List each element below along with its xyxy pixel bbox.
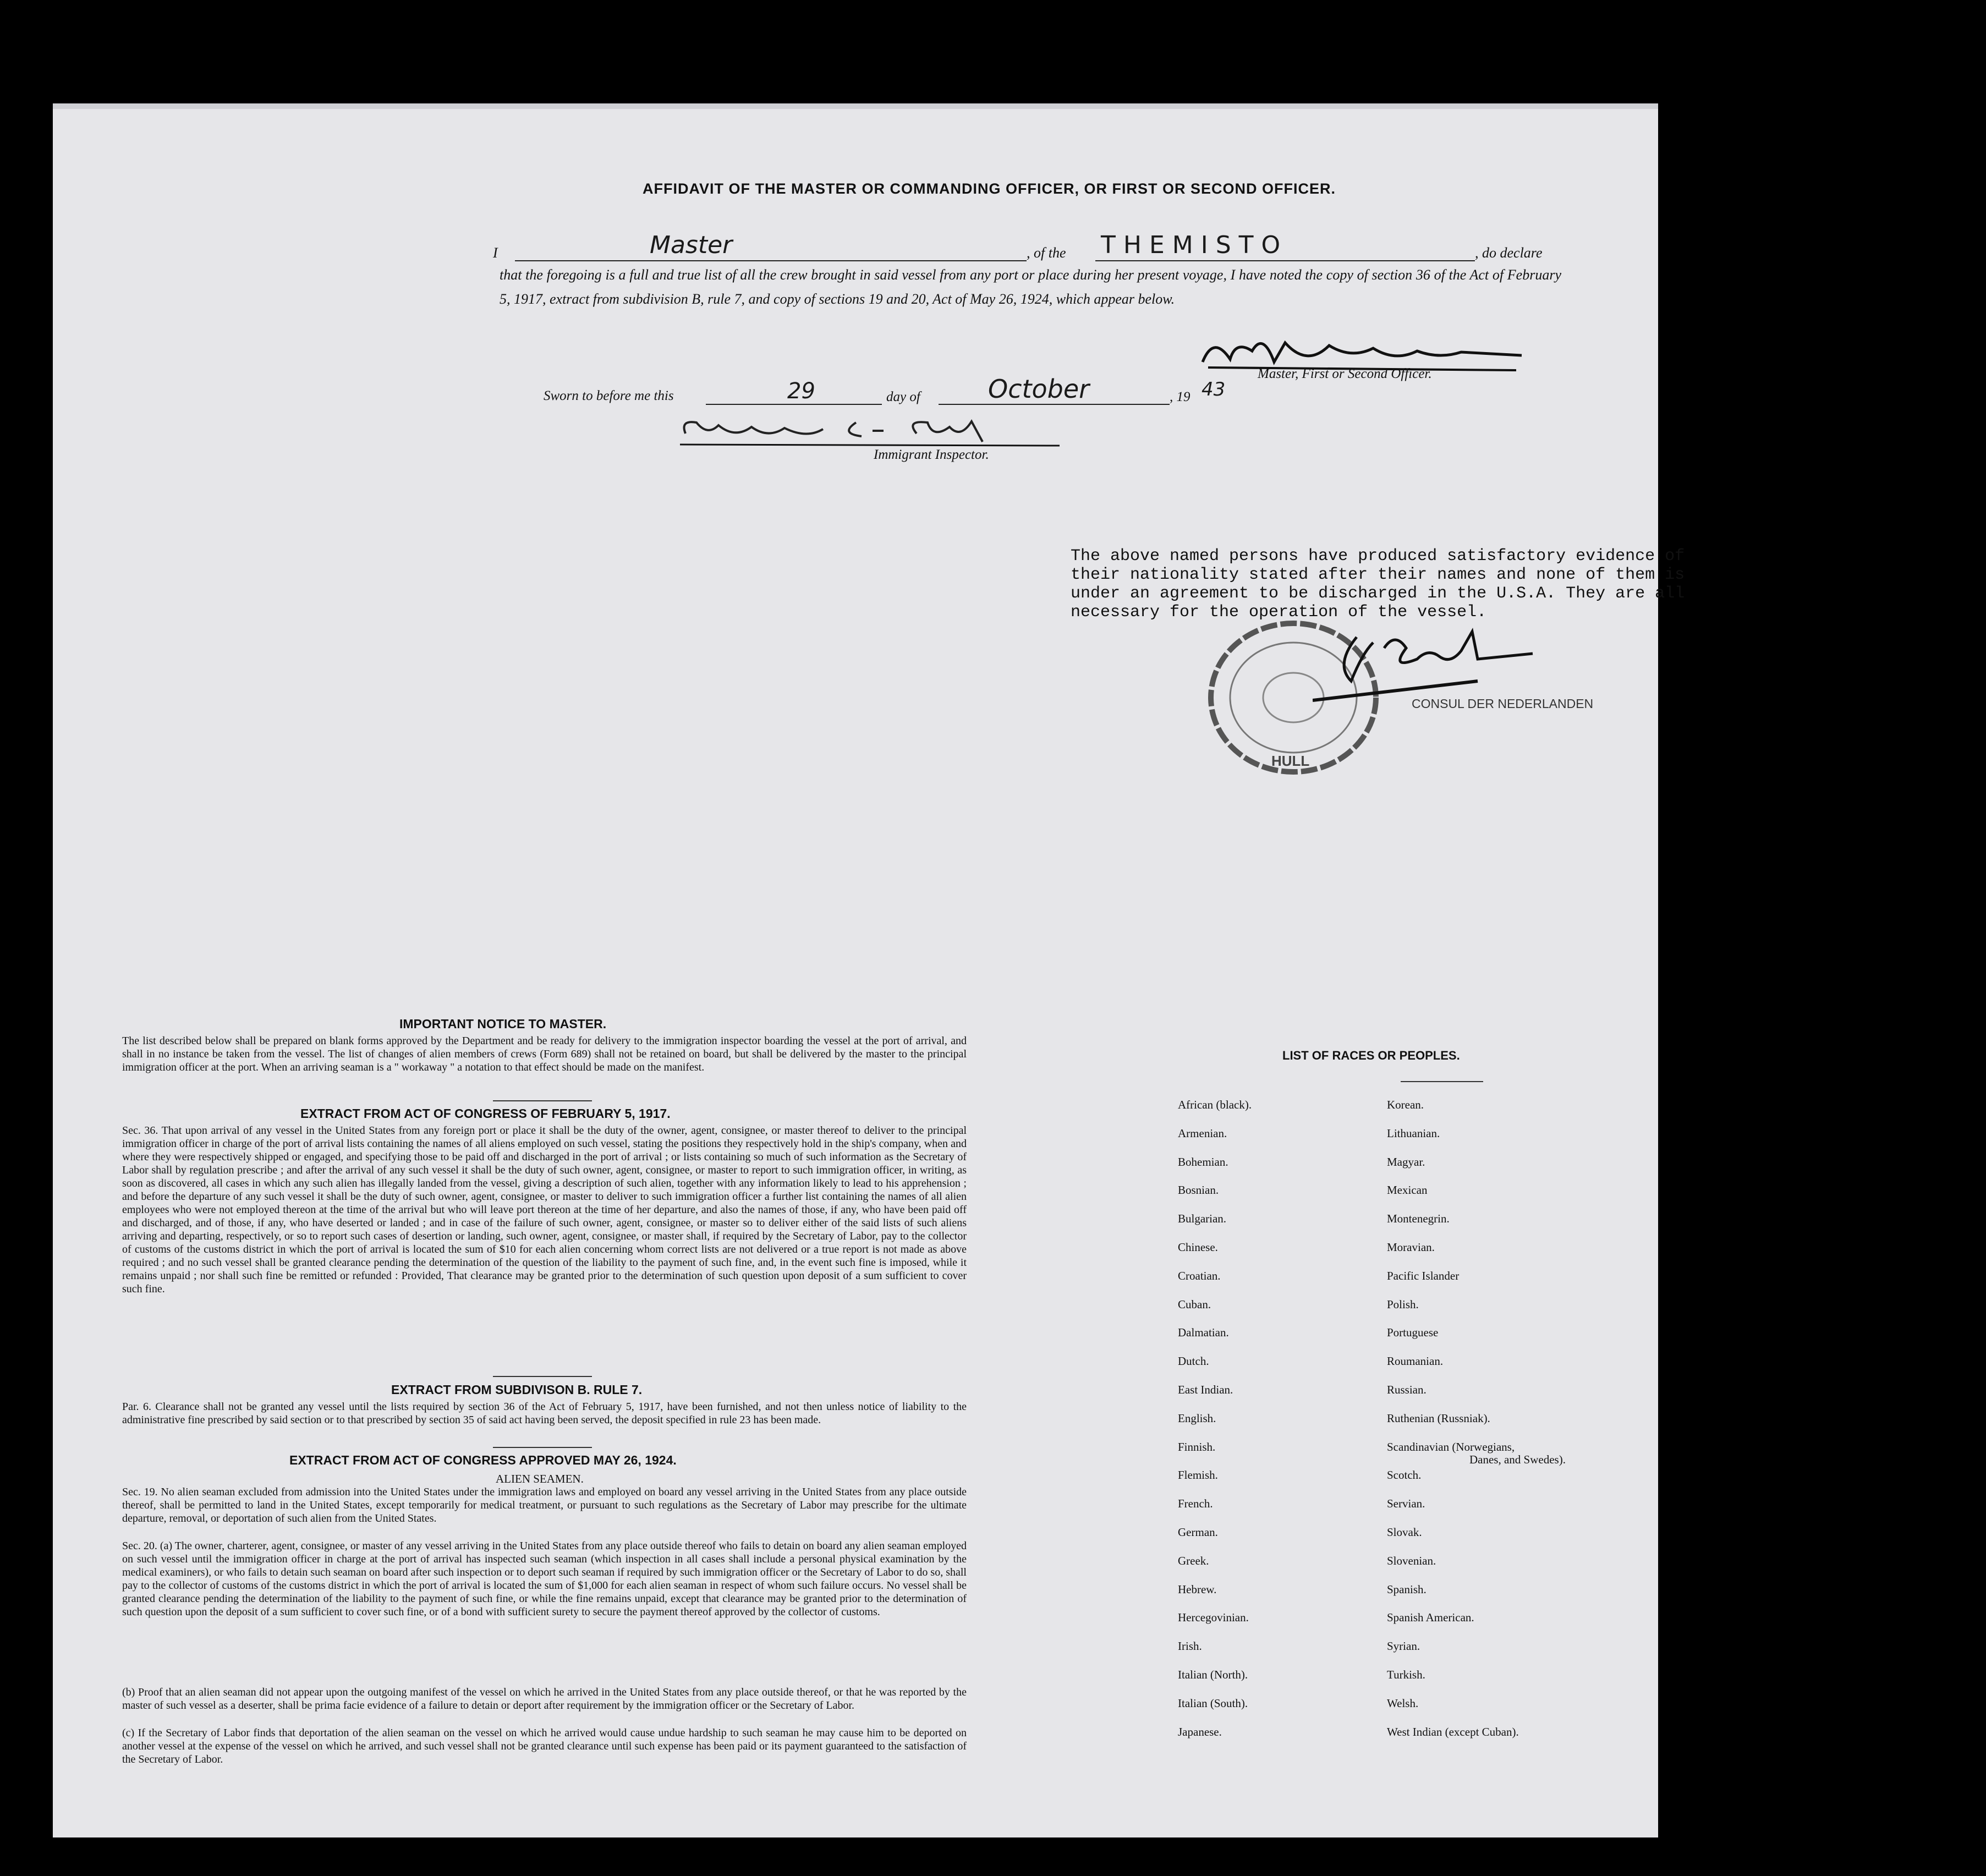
consul-signature (1313, 621, 1549, 709)
extract3-title: EXTRACT FROM ACT OF CONGRESS APPROVED MAY 26, 1924. (289, 1453, 677, 1467)
race-item: Russian. (1387, 1383, 1427, 1396)
extract1-divider (493, 1376, 592, 1377)
inspector-caption: Immigrant Inspector. (874, 447, 989, 462)
vessel-handwritten: THEMISTO (1101, 231, 1288, 259)
race-item: Korean. (1387, 1098, 1424, 1111)
extract1-body: Sec. 36. That upon arrival of any vessel in the United States from any foreign port or place it shall be the duty of the owner, agent, consignee, or master thereof to deliver to the principal immigration officer in charge of the port of arrival lists containing the names of all aliens employed on such vessel, stating the positions they respectively hold in the ship's company, when and where they were respectively shipped or engaged, and specifying those to be paid off and discharged in the port of arrival ; or lists containing so much of such information as the Secretary of Labor shall by regulation prescribe ; and after the arrival of any such vessel it shall be the duty of such owner, agent, consignee, or master to report to such immigration officer, in writing, as soon as discovered, all cases in which any such alien has illegally landed from the vessel, giving a description of such alien, together with any information likely to lead to his apprehension ; and before the departure of any such vessel it shall be the duty of such owner, agent, consignee, or master to deliver to such immigration officer a further list containing the names of all alien employees who were not employed thereon at the time of the arrival but who will leave port thereon at the time of her departure, and also the names of those, if any, who have been paid off and discharged, and of those, if any, who have deserted or landed ; and in case of the failure of such owner, agent, consignee, or master so to deliver either of the said lists of such aliens arriving and departing, respectively, or so to report such cases of desertion or landing, such owner, agent, consignee, or master shall, if required by the Secretary of Labor, pay to the collector of customs of the customs district in which the port of arrival is located the sum of $10 for each alien concerning whom correct lists are not delivered or a true report is not made as above required ; and no such vessel shall be granted clearance pending the determination of the question of the liability to the payment of such fine, and, in the event such fine is imposed, while it remains unpaid ; nor shall such fine be remitted or refunded : Provided, That clearance may be granted prior to the determination of such question upon deposit of a sum sufficient to cover such fine. (122, 1124, 967, 1295)
sec20c-body: (c) If the Secretary of Labor finds that deportation of the alien seaman on the vessel on which he arrived would cause undue hardship to such seaman he may cause him to be deported on another vessel at the expense of the vessel on which he arrived, and such vessel shall not be granted clearance until such expense has been paid or its payment guaranteed to the satisfaction of the Secretary of Labor. (122, 1727, 967, 1765)
race-item: Finnish. (1178, 1440, 1216, 1453)
race-item: Bosnian. (1178, 1183, 1219, 1197)
race-item: Roumanian. (1387, 1354, 1444, 1368)
role-line (515, 260, 1027, 261)
race-item: West Indian (except Cuban). (1387, 1725, 1519, 1738)
inspector-signature (674, 412, 1071, 456)
punch-hole (1866, 1656, 1890, 1680)
race-item: Lithuanian. (1387, 1126, 1440, 1140)
extract2-body: Par. 6. Clearance shall not be granted any vessel until the lists required by section 36 of the Act of February 5, 1917, have been furnished, and not then unless notice of liability to the administrative fine prescribed by said section or to that prescribed by section 35 of said act having been served, the deposit specified in rule 23 has been made. (122, 1401, 967, 1426)
race-item: Irish. (1178, 1639, 1202, 1653)
race-item: Armenian. (1178, 1126, 1227, 1140)
master-signature-caption: Master, First or Second Officer. (1258, 366, 1432, 381)
race-item: Dalmatian. (1178, 1326, 1229, 1340)
race-item: Polish. (1387, 1297, 1419, 1311)
consul-caption: CONSUL DER NEDERLANDEN (1412, 696, 1594, 711)
sworn-year: 43 (1202, 379, 1226, 401)
race-item: Flemish. (1178, 1468, 1218, 1482)
race-item: Hebrew. (1178, 1582, 1217, 1596)
race-item: Welsh. (1387, 1696, 1419, 1710)
races-divider (1401, 1081, 1483, 1082)
race-item: Chinese. (1178, 1241, 1218, 1254)
race-item: Italian (South). (1178, 1696, 1248, 1710)
sworn-day-of: day of (886, 390, 920, 404)
notice-title: IMPORTANT NOTICE TO MASTER. (399, 1017, 607, 1031)
extract3-subtitle: ALIEN SEAMEN. (496, 1472, 584, 1485)
race-item: Pacific Islander (1387, 1269, 1460, 1282)
race-item: Spanish. (1387, 1582, 1427, 1596)
race-item: African (black). (1178, 1098, 1252, 1111)
race-item: Japanese. (1178, 1725, 1222, 1738)
race-item: Montenegrin. (1387, 1212, 1450, 1226)
decl-of-the: , of the (1027, 245, 1066, 261)
race-item: French. (1178, 1497, 1213, 1511)
race-item: Servian. (1387, 1497, 1425, 1511)
notice-paragraph: The list described below shall be prepared on blank forms approved by the Department and be ready for delivery to the immigration inspector boarding the vessel at the port of arrival, and shall in no instance be taken from the vessel. The list of changes of alien members of crews (Form 689) shall not be retained on board, but shall be delivered by the master to the principal immigration officer at the port. When an arriving seaman is a " workaway " a notation to that effect should be made on the manifest. (122, 1035, 967, 1073)
sworn-year-prefix: , 19 (1170, 390, 1190, 404)
punch-hole (1868, 1183, 1894, 1209)
role-handwritten: Master (650, 231, 733, 259)
extract2-divider (493, 1447, 592, 1448)
punch-hole (1865, 1738, 1889, 1763)
race-item: East Indian. (1178, 1383, 1233, 1396)
document-sheet (53, 103, 1685, 1837)
race-item: Bulgarian. (1178, 1212, 1227, 1226)
race-item: Moravian. (1387, 1241, 1435, 1254)
race-item: Scotch. (1387, 1468, 1422, 1482)
extract2-title: EXTRACT FROM SUBDIVISON B. RULE 7. (391, 1383, 643, 1397)
punch-hole (1870, 699, 1892, 723)
sworn-month: October (988, 374, 1090, 404)
race-item: Syrian. (1387, 1639, 1420, 1653)
race-item: Italian (North). (1178, 1668, 1248, 1681)
punch-hole (1848, 210, 1872, 233)
race-item: Greek. (1178, 1554, 1209, 1567)
sheet-top-edge (53, 103, 1658, 109)
notice-divider (493, 1100, 592, 1101)
extract1-title: EXTRACT FROM ACT OF CONGRESS OF FEBRUARY 5, 1917. (300, 1106, 671, 1121)
day-line (706, 404, 882, 405)
punch-hole (1868, 1265, 1892, 1290)
race-item: Slovak. (1387, 1526, 1422, 1539)
sec19-body: Sec. 19. No alien seaman excluded from admission into the United States under the immigration laws and employed on board any vessel arriving in the United States from any place outside thereof, shall be permitted to land in the United States, except temporarily for medical treatment, or pursuant to such regulations as the Secretary of Labor may prescribe for the ultimate departure, removal, or deportation of such alien from the United States. (122, 1486, 967, 1524)
race-item: German. (1178, 1526, 1218, 1539)
race-item: Ruthenian (Russniak). (1387, 1411, 1490, 1425)
punch-hole (1850, 122, 1870, 142)
race-scandinavian-cont: Danes, and Swedes). (1469, 1453, 1566, 1466)
race-item: English. (1178, 1411, 1216, 1425)
races-title: LIST OF RACES OR PEOPLES. (1282, 1049, 1460, 1062)
race-item: Magyar. (1387, 1155, 1425, 1169)
race-item: Spanish American. (1387, 1611, 1474, 1625)
race-item: Mexican (1387, 1183, 1428, 1197)
seal-hull-text: HULL (1271, 753, 1310, 769)
sec20b-body: (b) Proof that an alien seaman did not appear upon the outgoing manifest of the vessel on which he arrived in the United States from any place outside thereof, or that he was reported by the master of such vessel as a deserter, shall be prima facie evidence of a failure to detain or deport after requirement by the immigration officer or the Secretary of Labor. (122, 1686, 967, 1712)
race-item: Dutch. (1178, 1354, 1209, 1368)
decl-i: I (493, 245, 498, 261)
typed-consular-statement: The above named persons have produced satisfactory evidence of their nationality stated after their names and none of them is under an agreement to be discharged in the U.S.A. They are all necessary for the operation of the vessel. (1071, 547, 1685, 622)
race-item: Slovenian. (1387, 1554, 1436, 1567)
sec20a-body: Sec. 20. (a) The owner, charterer, agent, consignee, or master of any vessel arriving in the United States from any place outside thereof who fails to detain on board any alien seaman employed on such vessel until the immigration officer in charge at the port of arrival has inspected such seaman (which inspection in all cases shall include a personal physical examination by the medical examiners), or who fails to detain such seaman on board after such inspection or to deport such seaman if required by such immigration officer or the Secretary of Labor to do so, shall pay to the collector of customs of the customs district in which the port of arrival is located the sum of $1,000 for each alien seaman in respect of whom such failure occurs. No vessel shall be granted clearance pending the determination of the liability to the payment of such fine, or while the fine remains unpaid, except that clearance may be granted prior to the determination of such question upon the deposit of a sum sufficient to cover such fine, or of a bond with sufficient surety to secure the payment thereof approved by the collector of customs. (122, 1540, 967, 1618)
declaration-body: that the foregoing is a full and true list of all the crew brought in said vessel from any port or place during her present voyage, I have noted the copy of section 36 of the Act of February 5, 1917, extract from subdivision B, rule 7, and copy of sections 19 and 20, Act of May 26, 1924, which appear below. (500, 267, 1561, 307)
month-line (939, 404, 1170, 405)
vessel-line (1095, 260, 1475, 261)
affidavit-title: AFFIDAVIT OF THE MASTER OR COMMANDING OFFICER, OR FIRST OR SECOND OFFICER. (643, 180, 1336, 197)
race-item: Croatian. (1178, 1269, 1221, 1282)
punch-hole (1872, 622, 1897, 649)
race-item: Cuban. (1178, 1297, 1211, 1311)
race-item: Scandinavian (Norwegians, (1387, 1440, 1515, 1453)
decl-do-declare: , do declare (1475, 245, 1543, 261)
race-item: Turkish. (1387, 1668, 1425, 1681)
race-item: Hercegovinian. (1178, 1611, 1249, 1625)
sworn-day: 29 (787, 379, 815, 404)
race-item: Bohemian. (1178, 1155, 1228, 1169)
race-item: Portuguese (1387, 1326, 1439, 1340)
sworn-prefix: Sworn to before me this (544, 388, 674, 403)
